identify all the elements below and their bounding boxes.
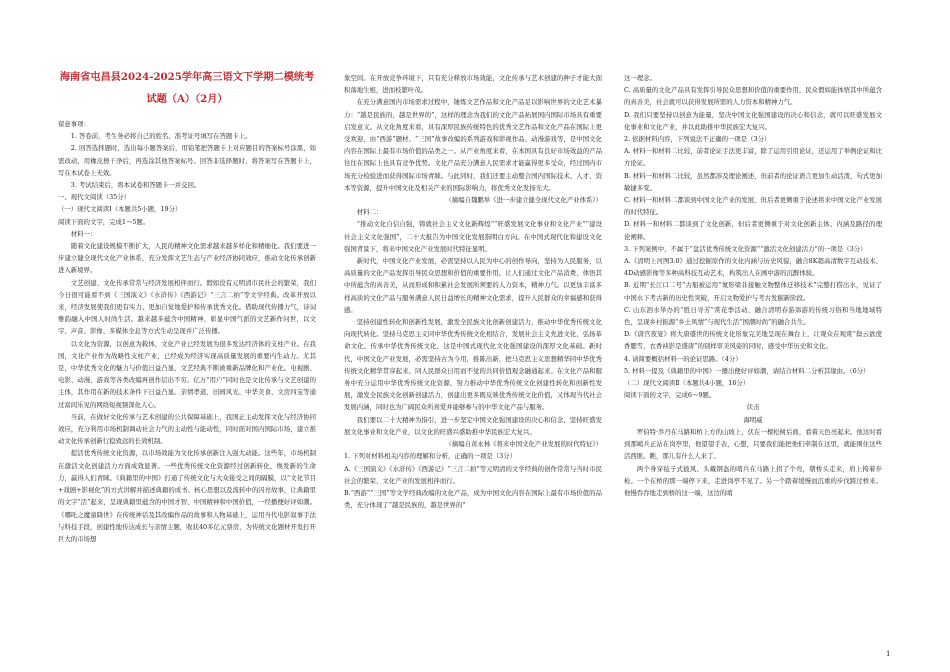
story-author: 海明威 (743, 415, 763, 424)
instruction: 阅读下面的文字，完成6～9题。 (624, 391, 716, 400)
paragraph: 文艺创建、文化传承常常与经济发展相伴而行。假如没有元明清市民社会的繁荣，我们今日很可能看不到《三国演义》《水浒传》《西游记》“三言二拍”等文学经典。改革开放以来，经济发展使我们更有实力、更加自觉地爱护和传承优秀文化。借助现代传播力气，诗词雅韵融入中国人时尚生活。越来越多蕴含中国精神、彰显中国气派的文艺新作问世，以文字、声音、影像、多媒体全息等方式生动呈现并广泛传播。 (58, 278, 316, 336)
subsection-heading: （二）现代文阅读Ⅱ（本题共4小题，16分） (624, 379, 750, 388)
source-citation: （摘编自魏鹏举《进一步建立健全现代文化产业体系》） (445, 196, 602, 205)
question-4: 4. 请简要概括材料一的论证思路。（4分） (624, 354, 742, 363)
option-c: C. 山东泗水举办的“胜日寻芳”赏花季活动，融合清明春游郊游的传统习俗和当地地域特色，呈现乡村振源“乡土风情”与现代生活“国潮时尚”的融合共生。 (624, 305, 882, 327)
option-d: D.《唐宫夜宴》将大唐盛世的传统文化形象完美地呈现在舞台上，让观众在观赏“鬓云欲度香腮雪，衣香袂影是盛唐”的别样审美风姿的同时，感受中华历史和文化。 (624, 330, 882, 351)
question-1: 1. 下列对材料相关内容的理解和分析，正确的一项是（3分） (344, 452, 516, 461)
notice-heading: 留意事项： (58, 120, 90, 128)
paragraph: 我们要以二十大精神为指引，进一步坚定中国文化强国建设的决心和信念，坚持旺盛发展文化事业和文化产业，以文化的旺盛兴盛助推中华民族宏大复兴。 (344, 415, 602, 436)
paragraph: 坚持创建性转化和创新性发展，激发全民族文化创新创建活力，推动中华优秀传统文化向现代转化。坚持马克思主义同中华优秀传统文化相结合，发展社会主义先进文化，弘扬革命文化，传承中华优秀传统文化，这是中国式现代化文化强国建设的深厚文化基础。新时代，中国文化产业发展，必需坚持古为今用，推陈出新，把马克思主义思想精华同中华优秀传统文化精华贯穿起来、同人民群众日用而不觉的共同价值观念融通起来。在文化产品和服务中充分运用中华优秀传统文化资源，努力推动中华优秀传统文化创建性转化和创新性发展，激发全民族文化创新创建活力，创建出更多既反映优秀传统文化价值，又体现当代社会发展内涵，同时也为广阔民众所喜爱并能够参与的中华文化产品与服务。 (344, 318, 602, 412)
page-number: 1 (886, 650, 891, 658)
column-middle (344, 72, 602, 511)
column-right (624, 72, 882, 499)
section-heading: 一、现代文阅读（35分） (58, 193, 131, 202)
option-b: B.“西游”“三国”等文学经典改编的文化产品，成为中国文化内容在国际上最有市场价值的品类，充分体现了“越是民族的，越是世界的” (344, 488, 602, 510)
option-d: D. 我们只要坚持以创意为能量，坚决中国文化强国建设的决心和信念，就可以旺盛发展文化事业和文化产业，并以此助推中华民族宏大复兴。 (624, 110, 882, 131)
material-label: 材料二： (356, 208, 383, 217)
source-citation: （摘编自黄永林《将来中国文化产业发展的时代特征》） (445, 440, 602, 449)
option-a: A.《三国演义》《水浒传》《西游记》“三言二拍”等元明清的文学经典的创作常常与当时市民社会的繁荣、文化产业的发展相伴而行。 (344, 464, 602, 485)
instruction: 阅读下面的文字，完成1～5题。 (58, 217, 150, 226)
paragraph: 提活优秀传统文化资源，以市场效能为文化传承创新注入强大动能。这些年，市场机制在激活文化创建活力方面成效显著。一些优秀传统文化资源经过创新转化，焕发新的生命力，赢得人们青睐。《典籍里的中国》打通了传统文化与大众接受之间的隔膜，以“文化节目+戏剧+影视化”的方式讲解并描述典籍的成书、核心思想以及流转中的闪亮故事，让典籍里的文字“活”起来，呈现典籍里蕴含的中国才智、中国精神和中国价值，一经播便好评如潮。《哪吒之魔童降世》在传统神话及其改编作品的故事和人物基础上，运用当代电影叙事手法与科技手段，创建性地传达成长与亲情主题，收获40多亿元票房，为传统文化题材开发打开巨大的市场想 (58, 449, 316, 543)
option-a: A. 材料一和材料二比较，前者论证手法更丰富，除了运用引用论证，还运用了举例论证和比方论证。 (624, 147, 882, 168)
paragraph: 当前，在做好文化传承与艺术创建的公共保障基础上，我国正主动发挥文化与经济协同效应，充分利用市场机制调动社会力气的主动性与能动性，同时面对国内国际市场，建立推动文化传承创新行稳致远的长效机制。 (58, 412, 316, 446)
option-b: B. 近期“长江口二号”古船被运用“氮形梁非接触文物整体迁移技术”完整打捞出水，见证了中国水下考古新的历史性突破，开启文物爱护与考古发掘新阶段。 (624, 281, 882, 302)
option-b: B. 材料一和材料二比较，虽然都涉及理论阐述，但前者的论证语言更加生动活泼，句式更加敏捷多变。 (624, 171, 882, 192)
paragraph: 罗伯特·乔丹在马路和桥上方的山坡上，伏在一棵松树后面，看着天色亮起来。他这时看到那峭兵正站在岗亭里，他望望手表，心想，只要我们能把他们牵制在这里，就能围住这些活西匪。瞧，那儿有什么人来了。 (624, 427, 882, 461)
paragraph: 在充分满意国内市场需求过程中，锤炼文艺作品和文化产品足以影响世界的文化艺术暴力：“越是民族的，越是世界的”，这样的理念为我们的文化产品拓展国内国际市场具有重要启发意义。从文化角度来看，具有深厚民族传统特色的优秀文艺作品和文化产品在国际上更受欢迎，由“西游”题材、“三国”故事改编的系列游戏和影视作品、动漫游戏等，是中国文化内容在国际上最有市场价值的品类之一。从产业角度来看，在本国具有良好市场效益的产品往往在国际上也具有竞争优势。文化产品充分满意人民需求才能赢得更多受众，经过国内市场充分检验进而获得国际市场青睐。与此同时，我们还要主动整合国内国际技术、人才、资本等资源，提升中国文化及相关产业的国际影响力，将优秀文化发扬光大。 (344, 98, 602, 192)
notice-item-3: 3. 考试结束后，将本试卷和答题卡一并交回。 (70, 181, 201, 190)
paragraph: 这一理念。 (624, 74, 656, 82)
option-c: C. 材料一和材料二都谈到中国文化产业的发展，但后者更侧重于论述将来中国文化产业发展的时代特征。 (624, 196, 882, 217)
notice-item-1: 1. 答卷前，考生务必将自己的姓名、准考证号填写在答题卡上。 (70, 132, 252, 141)
paragraph: “推动文化自信自强，铸就社会主义文化新辉煌”“旺盛发展文化事业和文化产业”“建设社会主义文化强国”，二十大报告为中国文化发展指明白方向。在中国式现代化和建设文化强国背景下，将来中国文化产业发展时代特征显明。 (344, 220, 602, 253)
question-3: 3. 下列案例中，不属于“盘活优秀传统文化资源”“激活文化创建活力”的一项是（3分） (624, 244, 867, 253)
option-c: C. 高质量的文化产品具有发挥引导民众思想和价值的重要作用，民众假如能体悟其中所蕴含的真善美，社会就可以获得发展所需的人力资本和精神力气。 (624, 86, 882, 107)
page-title: 海南省屯昌县2024-2025学年高三语文下学期二模统考试题（A）（2月） (59, 71, 315, 105)
option-d: D. 材料一和材料二都谈到了文化创新，但后者更侧重于对文化创新主体、内涵及路径的理论阐释。 (624, 220, 882, 241)
paragraph: 两个身穿毡子式披风、头戴钢盔的哨兵在马路上拐了个弯，朝桥头走来，肩上挎着步枪。一个在桥的那一端停下来，走进岗亭不见了。另一个踏着缓慢而沉重的步伐跨过桥来。他慢吞吞地走到桥的这一端，这边的哨 (624, 464, 882, 497)
question-5: 5. 材料一提及《典籍里的中国》一播出便好评如潮，请结合材料二分析其缘由。（6分） (624, 366, 870, 375)
paragraph: 象空间。在开放竞争环境下，只有充分释放市场效能，文化传承与艺术创建的种子才能大面积落地生根，进而枝繁叶茂。 (344, 74, 602, 95)
story-title: 伏击 (746, 403, 760, 412)
material-label: 材料一： (70, 229, 97, 238)
paragraph: 新时代，中国文化产业发展，必需坚持以人民为中心的创作导向，坚持为人民服务，以高质量的文化产品发挥引导民众思想和价值的重要作用，让人们通过文化产品消费，体悟其中所蕴含的真善美，从而形成和积累社会发展所须要的人力资本，精神力气。以更加丰富多样高质的文化产品与服务满意人民日益增长的精神文化需求，提升人民群众的幸福感和获得感。 (344, 257, 602, 314)
subsection-heading: （一）现代文阅读Ⅰ（本题共5小题，19分） (58, 205, 182, 214)
paragraph: 随着文化建设规模不断扩大，人民的精神文化需求越来越多样化和精细化。我们要进一步建立健全现代文化产业体系，充分发挥文艺生态与产业经济协同效应，推动文化传承创新进入新境界。 (58, 242, 316, 275)
paragraph: 以文化为资源，以创意为载体，文化产业已经发展为很多发达经济体的支柱产业。在我国，文化产业作为战略性支柱产业，已经成为经济实现高质量发展的重要内生动力。尤其是，中华优秀文化的魅力与价值日益凸显，文艺经典不断被重新品牌化和产业化。电视剧、电影、动漫、游戏等各类改编再创作层出不穷。亿万“用户”同时也是文化传承与文艺创建的主体，其作用在新的技术条件下日益凸显。亲情孝道、田园风光、中华美食、文房四宝等通过富间乐见的网络短视频深化人心。 (58, 339, 316, 409)
notice-item-2: 2. 回答选择题时，选出每小题答案后，用铅笔把答题卡上对应题目的答案标号涂黑，如需改动，用橡皮擦干净后，再选涂其他答案标号。回答非选择题时，将答案写在答题卡上，写在本试卷上无效。 (58, 144, 316, 177)
column-left (58, 66, 316, 545)
question-2: 2. 依据材料内容，下列说法不正确的一项是（3分） (624, 135, 771, 144)
option-a: A.《清明上河图3.0》通过挖掘原作的文化内涵与历史风貌，融合8K超高清数字互动技术、4D动感影像等多种高科技互动艺术，构筑出人在画中游的沉醉体验。 (624, 257, 882, 278)
